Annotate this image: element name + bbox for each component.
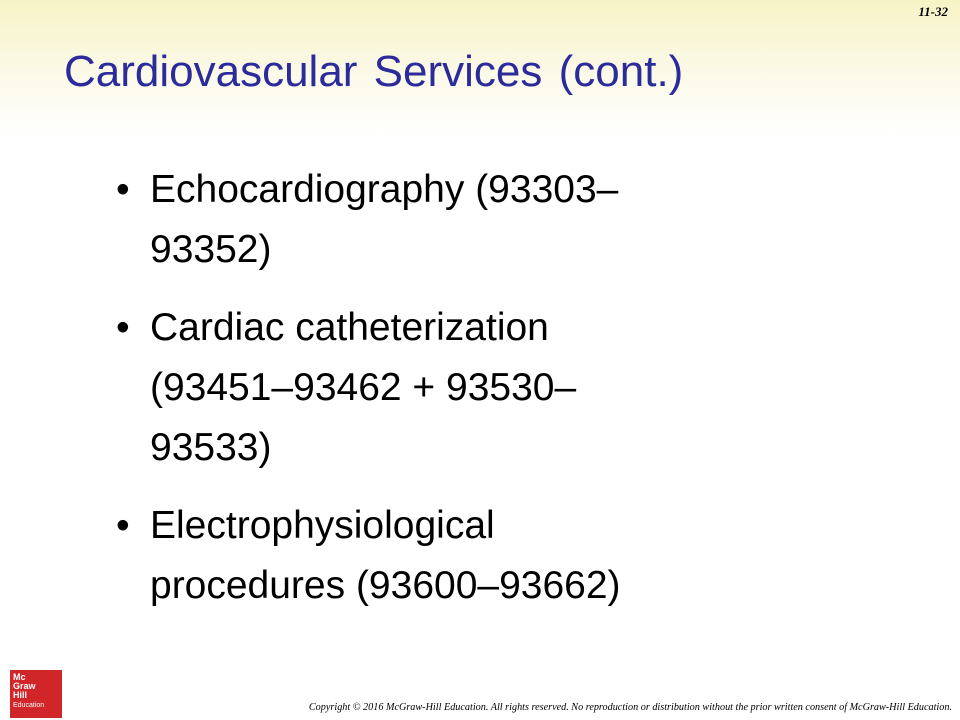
logo-text-education: Education [13, 702, 45, 709]
slide-number: 11-32 [918, 4, 948, 19]
bullet-text-line: 93352) [150, 228, 272, 271]
mcgraw-hill-logo [10, 670, 62, 718]
logo-text-graw: Graw [13, 681, 36, 691]
bullet-item-echocardiography [116, 160, 756, 280]
bullet-text-line: Cardiac catheterization [150, 306, 549, 349]
logo-text-mc: Mc [13, 672, 26, 682]
logo-text-hill: Hill [13, 690, 28, 700]
bullet-item-cardiac-catheterization [116, 298, 756, 478]
copyright-notice: Copyright © 2016 McGraw-Hill Education. All rights reserved. No reproduction or distribution without the prior written consent of McGraw-Hill Education. [308, 702, 952, 713]
bullet-marker: • [116, 504, 130, 547]
bullet-text-line: procedures (93600–93662) [150, 564, 621, 607]
bullet-marker: • [116, 306, 130, 349]
bullet-marker: • [116, 168, 130, 211]
bullet-list [116, 160, 756, 634]
bullet-text-line: Electrophysiological [150, 504, 495, 547]
bullet-text-line: 93533) [150, 426, 272, 469]
bullet-item-electrophysiological [116, 496, 756, 616]
bullet-text-line: Echocardiography (93303– [150, 168, 619, 211]
bullet-text-line: (93451–93462 + 93530– [150, 366, 577, 409]
slide-title: Cardiovascular Services (cont.) [64, 47, 684, 96]
